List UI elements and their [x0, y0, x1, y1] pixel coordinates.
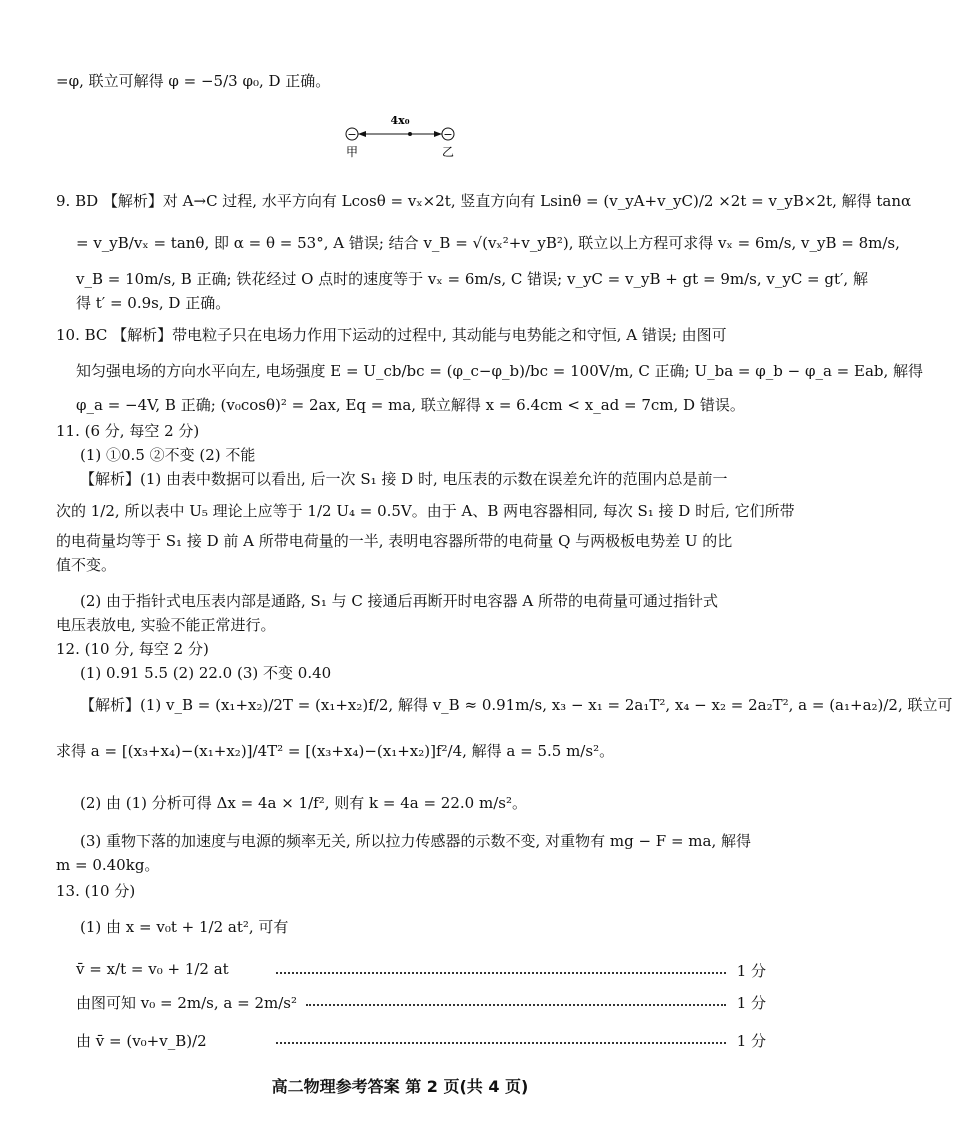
midpoint-dot — [408, 132, 412, 136]
q12-analysis-1: 【解析】(1) v_B = (x₁+x₂)/2T = (x₁+x₂)f/2, 解得 v_B ≈ 0.91m/s, x₃ − x₁ = 2a₁T², x₄ − x₂ = 2a₂T², a = (a₁+a₂)/2, 联立可 — [80, 696, 953, 714]
q11-analysis-2: 次的 1/2, 所以表中 U₅ 理论上应等于 1/2 U₄ = 0.5V。由于 A、B 两电容器相同, 每次 S₁ 接 D 时后, 它们所带 — [56, 502, 795, 520]
charge-left-sign: − — [347, 128, 357, 141]
leader-dots — [306, 1004, 726, 1006]
score-row-2-points: 1 分 — [736, 994, 766, 1012]
q12-analysis-5: m = 0.40kg。 — [56, 856, 160, 874]
q13-step-1: (1) 由 x = v₀t + 1/2 at², 可有 — [80, 918, 289, 936]
q9-line-1: 9. BD 【解析】对 A→C 过程, 水平方向有 Lcosθ = vₓ×2t, 竖直方向有 Lsinθ = (v_yA+v_yC)/2 ×2t = v_yB×2t, 解得 tanα — [56, 192, 912, 210]
q9-line-3: v_B = 10m/s, B 正确; 铁花经过 O 点时的速度等于 vₓ = 6m/s, C 错误; v_yC = v_yB + gt = 9m/s, v_yC = gt′, 解 — [76, 270, 868, 288]
label-jia: 甲 — [345, 145, 359, 159]
q9-line-4: 得 t′ = 0.9s, D 正确。 — [76, 294, 231, 312]
arrow-right-icon — [434, 131, 442, 137]
label-yi: 乙 — [441, 145, 455, 159]
line-phi-result: =φ, 联立可解得 φ = −5/3 φ₀, D 正确。 — [56, 72, 331, 90]
score-row-2 — [76, 990, 766, 1018]
score-row-3-formula: 由 v̄ = (v₀+v_B)/2 — [76, 1032, 207, 1050]
q9-line-2: = v_yB/vₓ = tanθ, 即 α = θ = 53°, A 错误; 结合 v_B = √(vₓ²+v_yB²), 联立以上方程可求得 vₓ = 6m/s, v_yB = 8m/s, — [76, 234, 900, 252]
q11-analysis-3: 的电荷量均等于 S₁ 接 D 前 A 所带电荷量的一半, 表明电容器所带的电荷量 Q 与两极板电势差 U 的比 — [56, 532, 733, 550]
q11-header: 11. (6 分, 每空 2 分) — [56, 422, 200, 440]
q11-answers: (1) ①0.5 ②不变 (2) 不能 — [80, 446, 256, 464]
q12-analysis-4: (3) 重物下落的加速度与电源的频率无关, 所以拉力传感器的示数不变, 对重物有 mg − F = ma, 解得 — [80, 832, 752, 850]
score-row-3 — [76, 1028, 766, 1056]
charge-diagram — [340, 112, 460, 168]
q10-line-3: φ_a = −4V, B 正确; (v₀cosθ)² = 2ax, Eq = ma, 联立解得 x = 6.4cm < x_ad = 7cm, D 错误。 — [76, 396, 745, 414]
q13-header: 13. (10 分) — [56, 882, 136, 900]
q11-analysis-5: (2) 由于指针式电压表内部是通路, S₁ 与 C 接通后再断开时电容器 A 所带的电荷量可通过指针式 — [80, 592, 718, 610]
charge-right-sign: − — [443, 128, 453, 141]
q10-line-2: 知匀强电场的方向水平向左, 电场强度 E = U_cb/bc = (φ_c−φ_b)/bc = 100V/m, C 正确; U_ba = φ_b − φ_a = Eab, 解得 — [76, 362, 924, 380]
page-footer: 高二物理参考答案 第 2 页(共 4 页) — [271, 1077, 529, 1096]
q11-analysis-4: 值不变。 — [56, 556, 117, 574]
leader-dots — [276, 1042, 726, 1044]
q12-analysis-3: (2) 由 (1) 分析可得 Δx = 4a × 1/f², 则有 k = 4a = 22.0 m/s²。 — [80, 794, 527, 812]
leader-dots — [276, 972, 726, 974]
q10-line-1: 10. BC 【解析】带电粒子只在电场力作用下运动的过程中, 其动能与电势能之和守恒, A 错误; 由图可 — [56, 326, 727, 344]
score-row-1-formula: v̄ = x/t = v₀ + 1/2 at — [76, 960, 229, 978]
score-row-1-points: 1 分 — [736, 962, 766, 980]
q12-answers: (1) 0.91 5.5 (2) 22.0 (3) 不变 0.40 — [80, 664, 332, 682]
arrow-left-icon — [358, 131, 366, 137]
score-row-1 — [76, 958, 766, 986]
q11-analysis-1: 【解析】(1) 由表中数据可以看出, 后一次 S₁ 接 D 时, 电压表的示数在误差允许的范围内总是前一 — [80, 470, 728, 488]
q12-header: 12. (10 分, 每空 2 分) — [56, 640, 209, 658]
q11-analysis-6: 电压表放电, 实验不能正常进行。 — [56, 616, 276, 634]
distance-label: 4x₀ — [390, 114, 410, 127]
score-row-2-formula: 由图可知 v₀ = 2m/s, a = 2m/s² — [76, 994, 297, 1012]
score-row-3-points: 1 分 — [736, 1032, 766, 1050]
q12-analysis-2: 求得 a = [(x₃+x₄)−(x₁+x₂)]/4T² = [(x₃+x₄)−(x₁+x₂)]f²/4, 解得 a = 5.5 m/s²。 — [56, 742, 615, 760]
